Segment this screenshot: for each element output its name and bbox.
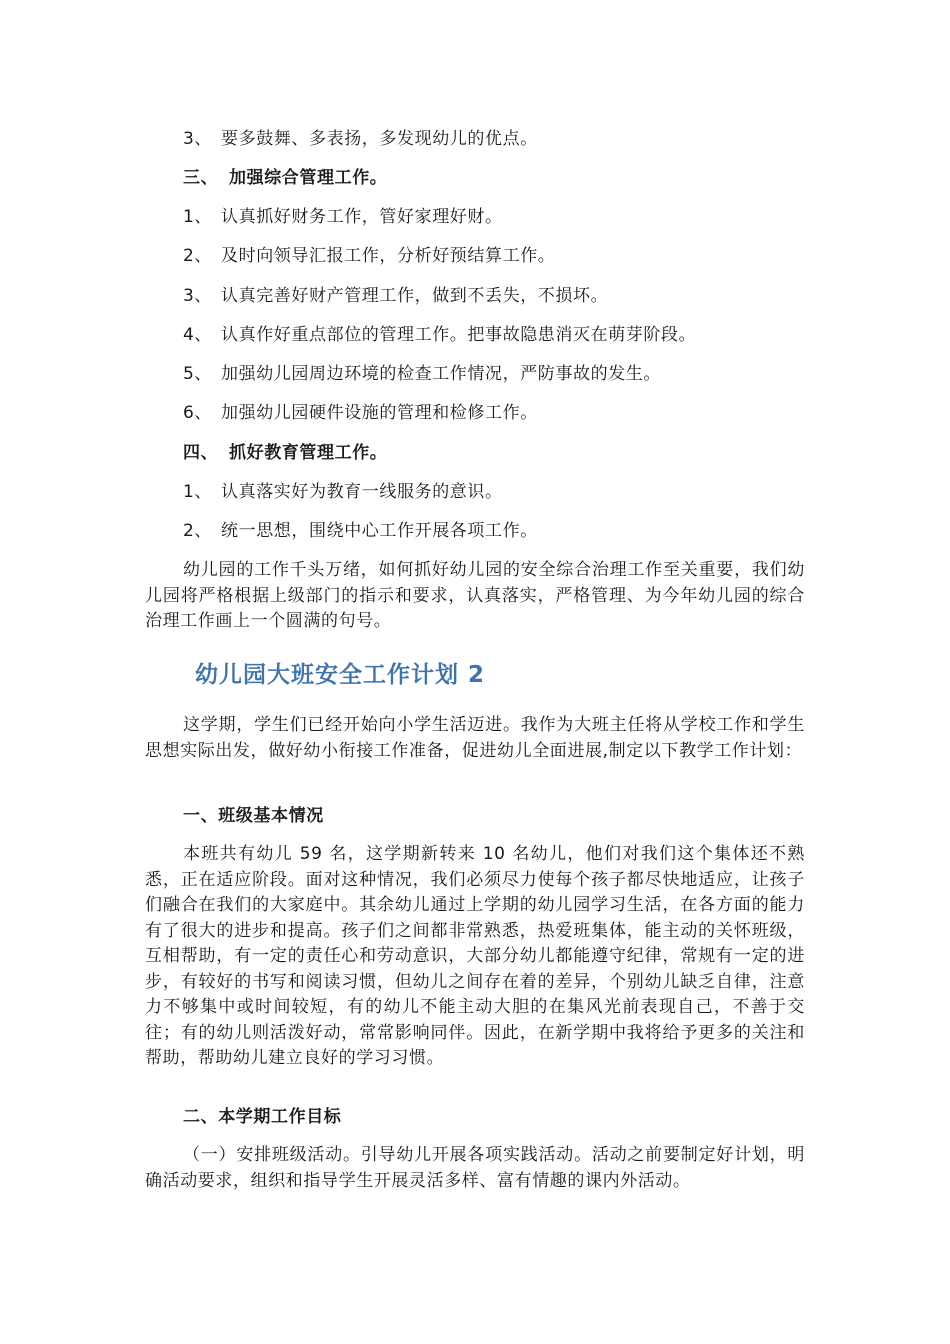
list-number: 3、 bbox=[183, 286, 213, 306]
list-text: 认真抓好财务工作，管好家理好财。 bbox=[221, 207, 503, 227]
goal-paragraph: （一）安排班级活动。引导幼儿开展各项实践活动。活动之前要制定好计划，明确活动要求，组织和指导学生开展灵活多样、富有情趣的课内外活动。 bbox=[145, 1145, 805, 1191]
list-number: 2、 bbox=[183, 246, 213, 266]
list-number: 3、 bbox=[183, 129, 213, 149]
list-number: 1、 bbox=[183, 482, 213, 502]
subsection-heading: 二、本学期工作目标 bbox=[183, 1107, 342, 1127]
list-text: 要多鼓舞、多表扬，多发现幼儿的优点。 bbox=[221, 129, 538, 149]
list-text: 加强幼儿园硬件设施的管理和检修工作。 bbox=[221, 403, 538, 423]
list-number: 6、 bbox=[183, 403, 213, 423]
basic-info-paragraph: 本班共有幼儿 59 名，这学期新转来 10 名幼儿，他们对我们这个集体还不熟悉，正在适应阶段。面对这种情况，我们必须尽力使每个孩子都尽快地适应，让孩子们融合在我们的大家庭中。其余幼儿通过上学期的幼儿园学习生活，在各方面的能力有了很大的进步和提高。孩子们之间都非常熟悉，热爱班集体，能主动的关怀班级，互相帮助，有一定的责任心和劳动意识，大部分幼儿都能遵守纪律，常规有一定的进步，有较好的书写和阅读习惯，但幼儿之间存在着的差异，个别幼儿缺乏自律，注意力不够集中或时间较短，有的幼儿不能主动大胆的在集风光前表现自己，不善于交往；有的幼儿则活泼好动，常常影响同伴。因此，在新学期中我将给予更多的关注和帮助，帮助幼儿建立良好的学习习惯。 bbox=[145, 844, 805, 1068]
section-number: 三、 bbox=[183, 168, 219, 188]
list-number: 4、 bbox=[183, 325, 213, 345]
intro-paragraph: 这学期，学生们已经开始向小学生活迈进。我作为大班主任将从学校工作和学生思想实际出发，做好幼小衔接工作准备，促进幼儿全面进展,制定以下教学工作计划： bbox=[145, 715, 805, 761]
list-text: 认真作好重点部位的管理工作。把事故隐患消灭在萌芽阶段。 bbox=[221, 325, 697, 345]
list-text: 加强幼儿园周边环境的检查工作情况，严防事故的发生。 bbox=[221, 364, 661, 384]
section-number: 四、 bbox=[183, 443, 219, 463]
list-text: 认真完善好财产管理工作，做到不丢失，不损坏。 bbox=[221, 286, 609, 306]
closing-paragraph: 幼儿园的工作千头万绪，如何抓好幼儿园的安全综合治理工作至关重要，我们幼儿园将严格根据上级部门的指示和要求，认真落实，严格管理、为今年幼儿园的综合治理工作画上一个圆满的句号。 bbox=[145, 560, 805, 631]
list-text: 统一思想，围绕中心工作开展各项工作。 bbox=[221, 521, 538, 541]
list-number: 2、 bbox=[183, 521, 213, 541]
subsection-heading: 一、班级基本情况 bbox=[183, 806, 324, 826]
plan-title: 幼儿园大班安全工作计划 2 bbox=[195, 662, 486, 688]
section-title: 抓好教育管理工作。 bbox=[229, 443, 388, 463]
section-title: 加强综合管理工作。 bbox=[229, 168, 388, 188]
list-text: 及时向领导汇报工作，分析好预结算工作。 bbox=[221, 246, 556, 266]
list-number: 5、 bbox=[183, 364, 213, 384]
list-text: 认真落实好为教育一线服务的意识。 bbox=[221, 482, 503, 502]
list-number: 1、 bbox=[183, 207, 213, 227]
